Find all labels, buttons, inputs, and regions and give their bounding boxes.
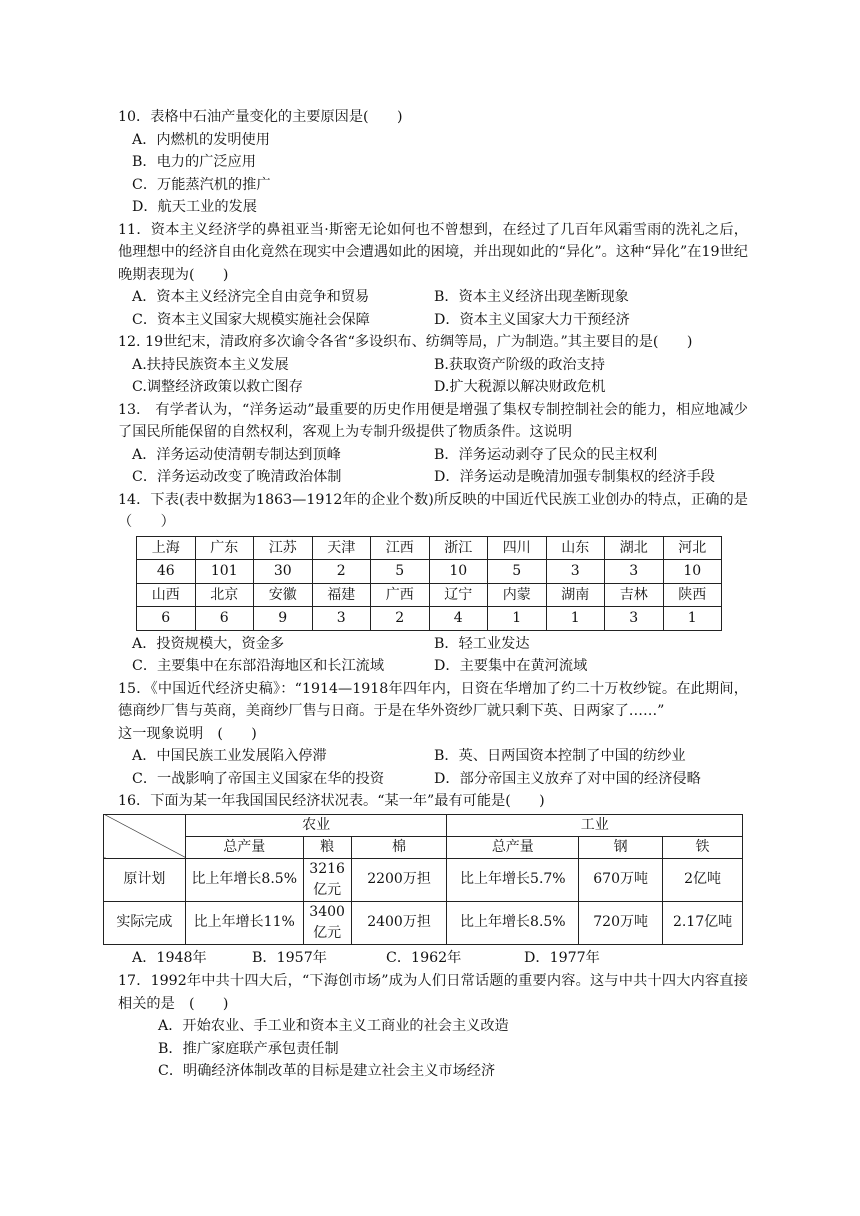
- option-a: A．1948年: [132, 949, 207, 966]
- table-cell: 10: [663, 560, 722, 584]
- table-cell: 9: [254, 607, 313, 631]
- table-cell: 天津: [312, 536, 371, 560]
- table-cell: 北京: [195, 583, 254, 607]
- table-cell: 1: [546, 607, 605, 631]
- question-15: [118, 678, 748, 791]
- exam-page: [118, 106, 748, 1083]
- option-b: B．推广家庭联产承包责任制: [158, 1040, 339, 1057]
- option-b: B．资本主义经济出现垄断现象: [434, 289, 629, 305]
- option-d: D.扩大税源以解决财政危机: [434, 379, 606, 395]
- option-d: D．1977年: [524, 949, 600, 966]
- question-stem: 16．下面为某一年我国国民经济状况表。“某一年”最有可能是( ): [118, 793, 545, 809]
- table-cell: 3: [605, 607, 664, 631]
- table-cell: 670万吨: [579, 858, 663, 901]
- option-b: B．洋务运动剥夺了民众的民主权利: [434, 446, 658, 463]
- table-cell: 5: [488, 560, 547, 584]
- table-cell: 6: [137, 607, 196, 631]
- option-d: D．资本主义国家大力干预经济: [434, 311, 630, 328]
- question-stem: 10．表格中石油产量变化的主要原因是( ): [118, 109, 403, 125]
- option-c: C．万能蒸汽机的推广: [132, 176, 271, 193]
- table-cell: 3: [546, 560, 605, 584]
- table-cell: 4: [429, 607, 488, 631]
- table-cell: 720万吨: [579, 901, 663, 944]
- question-stem: 13. 有学者认为，“洋务运动”最重要的历史作用便是增强了集权专制控制社会的能力，相应地减少了国民所能保留的自然权利，客观上为专制升级提供了物质条件。这说明: [118, 401, 748, 440]
- question-14: [118, 489, 748, 678]
- question-stem-continued: 这一现象说明 ( ): [118, 725, 257, 742]
- option-b: B.获取资产阶级的政治支持: [434, 356, 605, 373]
- table-cell: 2: [371, 607, 430, 631]
- table-cell: 辽宁: [429, 583, 488, 607]
- option-c: C．1962年: [386, 949, 462, 966]
- table-cell: 6: [195, 607, 254, 631]
- subheader-cell: 总产量: [185, 836, 303, 858]
- option-c: C．明确经济体制改革的目标是建立社会主义市场经济: [158, 1063, 496, 1079]
- question-stem: 17．1992年中共十四大后，“下海创市场”成为人们日常话题的重要内容。这与中共十四大内容直接相关的是 ( ): [118, 973, 748, 1012]
- question-16: [118, 790, 748, 969]
- option-a: A.扶持民族资本主义发展: [132, 356, 289, 373]
- option-d: D．航天工业的发展: [132, 199, 257, 215]
- enterprise-count-table: [136, 536, 722, 631]
- question-10: [118, 106, 748, 219]
- table-cell: 比上年增长8.5%: [447, 901, 579, 944]
- option-c: C．一战影响了帝国主义国家在华的投资: [132, 770, 385, 787]
- question-stem: 11．资本主义经济学的鼻祖亚当·斯密无论如何也不曾想到，在经过了几百年风霜雪雨的洗礼之后，他理想中的经济自由化竟然在现实中会遭遇如此的困境，并出现如此的“异化”。这种“异化”在19世纪晚期表现为( ): [118, 221, 748, 283]
- subheader-cell: 钢: [579, 836, 663, 858]
- row-label: 原计划: [104, 858, 186, 901]
- option-b: B．轻工业发达: [434, 635, 530, 652]
- option-a: A．开始农业、手工业和资本主义工商业的社会主义改造: [158, 1018, 509, 1034]
- table-cell: 福建: [312, 583, 371, 607]
- table-cell: 3400亿元: [303, 901, 351, 944]
- table-cell: 吉林: [605, 583, 664, 607]
- table-cell: 2200万担: [351, 858, 447, 901]
- table-row: [137, 560, 722, 584]
- header-industry: 工业: [447, 814, 743, 836]
- question-stem: 15．《中国近代经济史稿》：“1914—1918年四年内，日资在华增加了约二十万枚纱锭。在此期间，德商纱厂售与英商，美商纱厂售与日商。于是在华外资纱厂就只剩下英、日两家了……”: [118, 680, 748, 719]
- option-b: B．1957年: [252, 949, 327, 966]
- question-17: [118, 970, 748, 1083]
- option-a: A．资本主义经济完全自由竞争和贸易: [132, 289, 370, 305]
- table-cell: 101: [195, 560, 254, 584]
- table-cell: 广东: [195, 536, 254, 560]
- table-cell: 江苏: [254, 536, 313, 560]
- table-cell: 5: [371, 560, 430, 584]
- question-stem: 14．下表(表中数据为1863—1912年的企业个数)所反映的中国近代民族工业创办的特点，正确的是（ ）: [118, 491, 748, 530]
- option-b: B．英、日两国资本控制了中国的纺纱业: [434, 748, 686, 764]
- table-cell: 浙江: [429, 536, 488, 560]
- table-cell: 1: [663, 607, 722, 631]
- question-stem: 12. 19世纪末，清政府多次谕令各省“多设织布、纺绸等局，广为制造。”其主要目的是( ): [118, 334, 693, 350]
- option-c: C．资本主义国家大规模实施社会保障: [132, 311, 370, 328]
- table-cell: 陕西: [663, 583, 722, 607]
- table-cell: 10: [429, 560, 488, 584]
- subheader-cell: 总产量: [447, 836, 579, 858]
- table-cell: 1: [488, 607, 547, 631]
- option-c: C.调整经济政策以救亡图存: [132, 379, 303, 395]
- table-row: [137, 583, 722, 607]
- question-13: [118, 399, 748, 489]
- table-row: [137, 536, 722, 560]
- table-cell: 四川: [488, 536, 547, 560]
- table-cell: 2.17亿吨: [663, 901, 743, 944]
- option-c: C．洋务运动改变了晚清政治体制: [132, 469, 342, 485]
- table-cell: 湖南: [546, 583, 605, 607]
- subheader-cell: 粮: [303, 836, 351, 858]
- option-c: C．主要集中在东部沿海地区和长江流域: [132, 658, 385, 674]
- option-a: A．中国民族工业发展陷入停滞: [132, 748, 327, 764]
- option-d: D．洋务运动是晚清加强专制集权的经济手段: [434, 469, 715, 485]
- question-11: [118, 219, 748, 332]
- table-cell: 江西: [371, 536, 430, 560]
- table-cell: 比上年增长8.5%: [185, 858, 303, 901]
- table-cell: 2亿吨: [663, 858, 743, 901]
- table-cell: 3: [605, 560, 664, 584]
- table-cell: 安徽: [254, 583, 313, 607]
- table-cell: 湖北: [605, 536, 664, 560]
- table-cell: 30: [254, 560, 313, 584]
- subheader-cell: 铁: [663, 836, 743, 858]
- table-cell: 山东: [546, 536, 605, 560]
- header-agriculture: 农业: [185, 814, 447, 836]
- subheader-cell: 棉: [351, 836, 447, 858]
- option-d: D．主要集中在黄河流域: [434, 658, 588, 674]
- option-a: A．投资规模大，资金多: [132, 635, 285, 652]
- table-cell: 山西: [137, 583, 196, 607]
- table-cell: 广西: [371, 583, 430, 607]
- option-d: D．部分帝国主义放弃了对中国的经济侵略: [434, 770, 701, 787]
- row-label: 实际完成: [104, 901, 186, 944]
- table-cell: 3: [312, 607, 371, 631]
- question-12: [118, 331, 748, 399]
- economy-table: [103, 814, 743, 945]
- table-cell: 比上年增长5.7%: [447, 858, 579, 901]
- option-a: A．内燃机的发明使用: [132, 131, 270, 148]
- option-a: A．洋务运动使清朝专制达到顶峰: [132, 446, 341, 463]
- table-cell: 2400万担: [351, 901, 447, 944]
- table-cell: 2: [312, 560, 371, 584]
- table-corner-cell: [104, 814, 186, 858]
- table-row: [137, 607, 722, 631]
- table-cell: 46: [137, 560, 196, 584]
- table-cell: 比上年增长11%: [185, 901, 303, 944]
- table-cell: 河北: [663, 536, 722, 560]
- option-b: B．电力的广泛应用: [132, 154, 256, 170]
- table-cell: 3216亿元: [303, 858, 351, 901]
- table-cell: 内蒙: [488, 583, 547, 607]
- table-cell: 上海: [137, 536, 196, 560]
